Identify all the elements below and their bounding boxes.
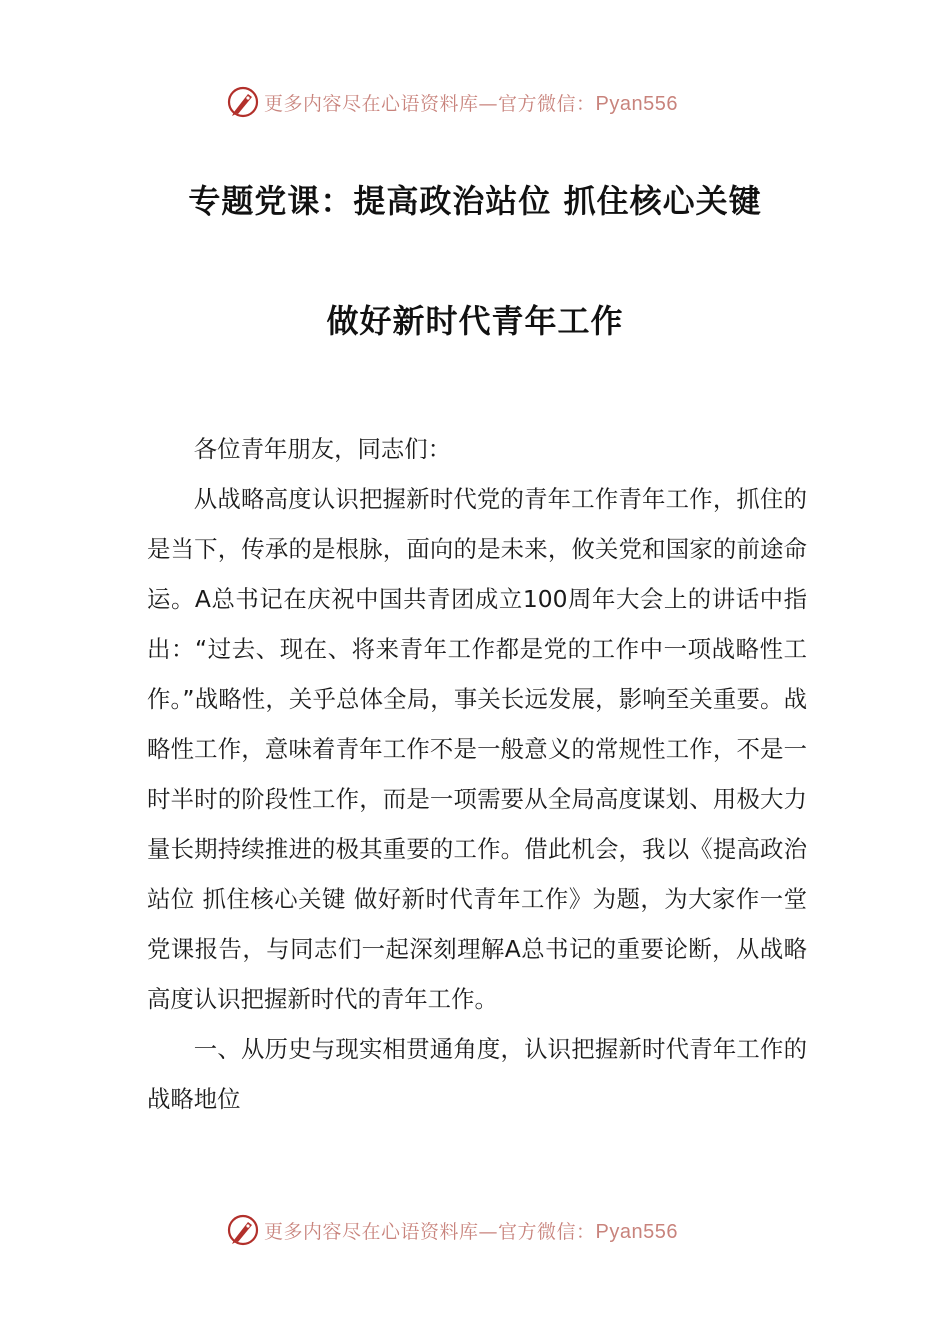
header-watermark bbox=[226, 82, 678, 122]
pen-nib-logo-icon bbox=[226, 85, 260, 119]
body-paragraph: 从战略高度认识把握新时代党的青年工作青年工作，抓住的是当下，传承的是根脉，面向的是未来，攸关党和国家的前途命运。A总书记在庆祝中国共青团成立100周年大会上的讲话中指出：“过去、现在、将来青年工作都是党的工作中一项战略性工作。”战略性，关乎总体全局，事关长远发展，影响至关重要。战略性工作，意味着青年工作不是一般意义的常规性工作，不是一时半时的阶段性工作，而是一项需要从全局高度谋划、用极大力量长期持续推进的极其重要的工作。借此机会，我以《提高政治站位 抓住核心关键 做好新时代青年工作》为题，为大家作一堂党课报告，与同志们一起深刻理解A总书记的重要论断，从战略高度认识把握新时代的青年工作。 bbox=[147, 485, 807, 1013]
watermark-text: 更多内容尽在心语资料库—官方微信： bbox=[264, 92, 596, 115]
wechat-id: Pyan556 bbox=[595, 1220, 678, 1243]
document-body bbox=[147, 424, 807, 1124]
document-title-line2: 做好新时代青年工作 bbox=[326, 302, 624, 340]
document-title-line1: 专题党课：提高政治站位 抓住核心关键 bbox=[188, 182, 762, 220]
watermark-text: 更多内容尽在心语资料库—官方微信： bbox=[264, 1220, 596, 1243]
pen-nib-logo-icon bbox=[226, 1213, 260, 1247]
salutation: 各位青年朋友，同志们： bbox=[193, 435, 452, 463]
wechat-id: Pyan556 bbox=[595, 92, 678, 115]
footer-watermark bbox=[226, 1210, 678, 1250]
section-heading: 一、从历史与现实相贯通角度，认识把握新时代青年工作的战略地位 bbox=[147, 1035, 807, 1113]
